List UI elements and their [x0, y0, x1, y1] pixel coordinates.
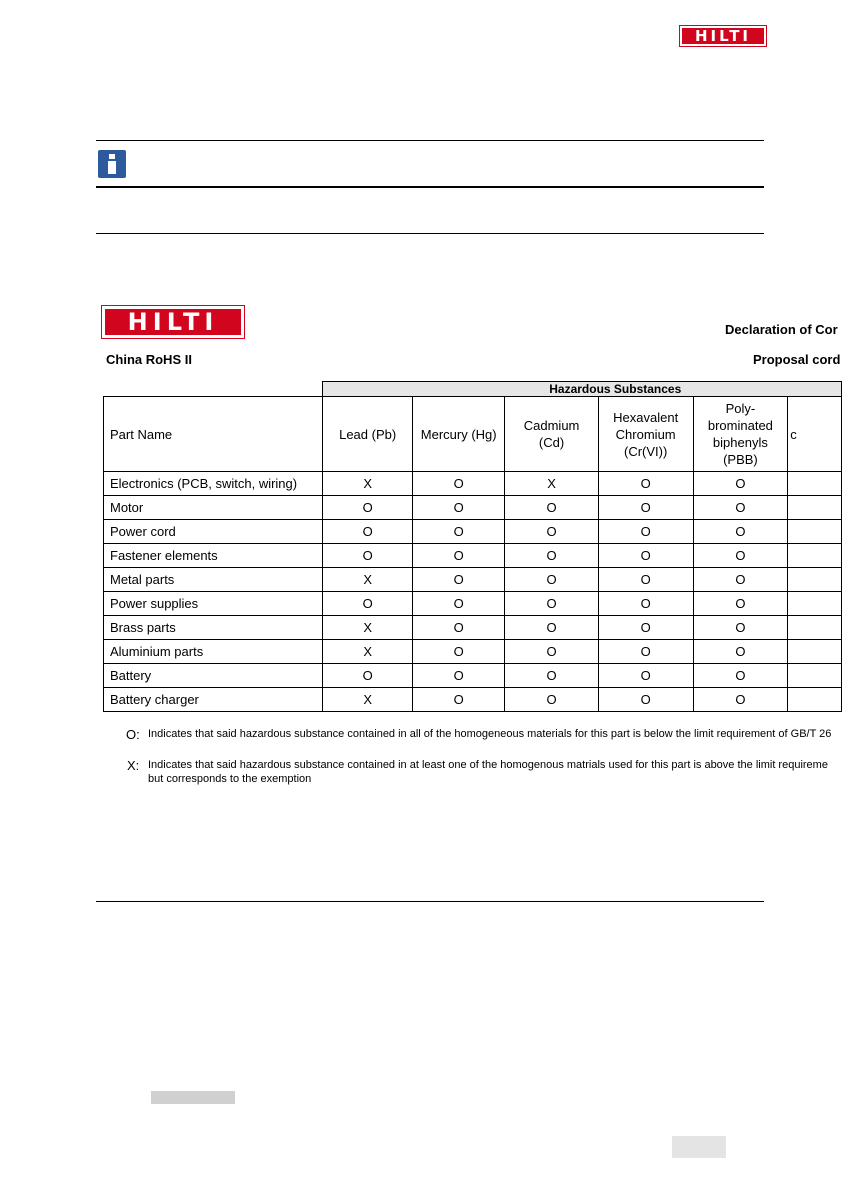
part-name-cell: Motor: [104, 496, 323, 520]
divider-section: [96, 233, 764, 234]
part-name-cell: Electronics (PCB, switch, wiring): [104, 472, 323, 496]
column-header: c: [788, 397, 842, 472]
table-row: [104, 640, 842, 664]
substance-value-cell: O: [693, 664, 788, 688]
substance-value-cell: O: [505, 592, 598, 616]
table-row: [104, 568, 842, 592]
legend-o-symbol: O:: [126, 727, 140, 742]
table-row: [104, 664, 842, 688]
legend-x-text-line2: but corresponds to the exemption: [148, 773, 312, 785]
table-group-row: [104, 382, 842, 397]
substance-value-cell: O: [323, 520, 413, 544]
substance-value-cell: O: [598, 688, 693, 712]
declaration-subtitle-left: China RoHS II: [106, 352, 192, 367]
substance-value-cell: O: [323, 544, 413, 568]
substance-value-cell: O: [323, 592, 413, 616]
page-number-block: [672, 1136, 726, 1158]
column-header: Part Name: [104, 397, 323, 472]
substance-value-cell: O: [505, 544, 598, 568]
substance-value-cell: O: [598, 664, 693, 688]
cropped-cell: [788, 616, 842, 640]
legend-o-text: Indicates that said hazardous substance contained in all of the homogeneous materials for this part is below the limit requirement of GB/T 26: [148, 728, 832, 740]
substance-value-cell: O: [693, 592, 788, 616]
cropped-cell: [788, 640, 842, 664]
substance-value-cell: O: [413, 472, 505, 496]
substance-value-cell: X: [323, 688, 413, 712]
cropped-cell: [788, 592, 842, 616]
substance-value-cell: O: [598, 472, 693, 496]
substance-value-cell: O: [505, 664, 598, 688]
part-name-cell: Power cord: [104, 520, 323, 544]
substance-value-cell: O: [693, 688, 788, 712]
table-row: [104, 592, 842, 616]
column-header: Poly-brominated biphenyls (PBB): [693, 397, 788, 472]
substance-value-cell: O: [413, 568, 505, 592]
table-row: [104, 544, 842, 568]
substance-value-cell: O: [413, 544, 505, 568]
substance-value-cell: O: [505, 616, 598, 640]
substance-value-cell: O: [598, 520, 693, 544]
part-name-cell: Aluminium parts: [104, 640, 323, 664]
substance-value-cell: X: [323, 640, 413, 664]
table-row: [104, 688, 842, 712]
substance-value-cell: X: [323, 616, 413, 640]
part-name-cell: Metal parts: [104, 568, 323, 592]
substance-value-cell: O: [323, 496, 413, 520]
cropped-cell: [788, 568, 842, 592]
substance-value-cell: O: [693, 616, 788, 640]
substance-value-cell: O: [413, 688, 505, 712]
substance-value-cell: O: [598, 568, 693, 592]
part-name-cell: Brass parts: [104, 616, 323, 640]
substance-value-cell: O: [693, 472, 788, 496]
table-row: [104, 472, 842, 496]
substance-value-cell: O: [505, 496, 598, 520]
part-name-cell: Battery charger: [104, 688, 323, 712]
part-name-cell: Battery: [104, 664, 323, 688]
substance-value-cell: O: [693, 496, 788, 520]
column-header: Mercury (Hg): [413, 397, 505, 472]
table-row: [104, 520, 842, 544]
divider-bottom: [96, 901, 764, 902]
column-header: Cadmium (Cd): [505, 397, 598, 472]
substance-value-cell: O: [693, 568, 788, 592]
substance-value-cell: O: [693, 544, 788, 568]
substance-value-cell: O: [598, 616, 693, 640]
substance-value-cell: O: [413, 616, 505, 640]
hilti-logo: HILTI: [680, 26, 766, 46]
legend-x-symbol: X:: [127, 758, 140, 773]
declaration-subtitle-right: Proposal cord: [753, 352, 841, 367]
cropped-cell: [788, 664, 842, 688]
substance-value-cell: X: [323, 472, 413, 496]
divider-top: [96, 140, 764, 141]
substance-value-cell: O: [505, 520, 598, 544]
table-row: [104, 496, 842, 520]
substance-value-cell: O: [413, 520, 505, 544]
substance-value-cell: O: [323, 664, 413, 688]
declaration-title: Declaration of Cor: [725, 322, 838, 337]
table-row: [104, 616, 842, 640]
legend-x-text-line1: Indicates that said hazardous substance contained in at least one of the homogenous matrials used for this part is above the limit requireme: [148, 759, 828, 771]
cropped-cell: [788, 496, 842, 520]
substance-value-cell: O: [413, 664, 505, 688]
substance-value-cell: X: [505, 472, 598, 496]
substance-value-cell: O: [505, 688, 598, 712]
redacted-block: [151, 1091, 235, 1104]
hazardous-substances-table: [103, 381, 842, 712]
substance-value-cell: O: [598, 640, 693, 664]
table-blank-cell: [104, 382, 323, 397]
cropped-cell: [788, 544, 842, 568]
divider-note-bottom: [96, 186, 764, 188]
rohs-declaration-image: [100, 300, 842, 800]
cropped-cell: [788, 520, 842, 544]
substance-value-cell: O: [598, 496, 693, 520]
substance-value-cell: O: [505, 640, 598, 664]
substance-value-cell: X: [323, 568, 413, 592]
substance-value-cell: O: [598, 592, 693, 616]
substance-value-cell: O: [598, 544, 693, 568]
table-header-row: [104, 397, 842, 472]
substance-value-cell: O: [505, 568, 598, 592]
group-header: Hazardous Substances: [323, 382, 842, 397]
substance-value-cell: O: [413, 640, 505, 664]
substance-value-cell: O: [413, 592, 505, 616]
substance-value-cell: O: [413, 496, 505, 520]
info-icon: [98, 150, 126, 178]
cropped-cell: [788, 688, 842, 712]
part-name-cell: Power supplies: [104, 592, 323, 616]
substance-value-cell: O: [693, 520, 788, 544]
substance-value-cell: O: [693, 640, 788, 664]
column-header: Hexavalent Chromium (Cr(VI)): [598, 397, 693, 472]
declaration-hilti-logo: HILTI: [102, 306, 244, 338]
cropped-cell: [788, 472, 842, 496]
column-header: Lead (Pb): [323, 397, 413, 472]
part-name-cell: Fastener elements: [104, 544, 323, 568]
